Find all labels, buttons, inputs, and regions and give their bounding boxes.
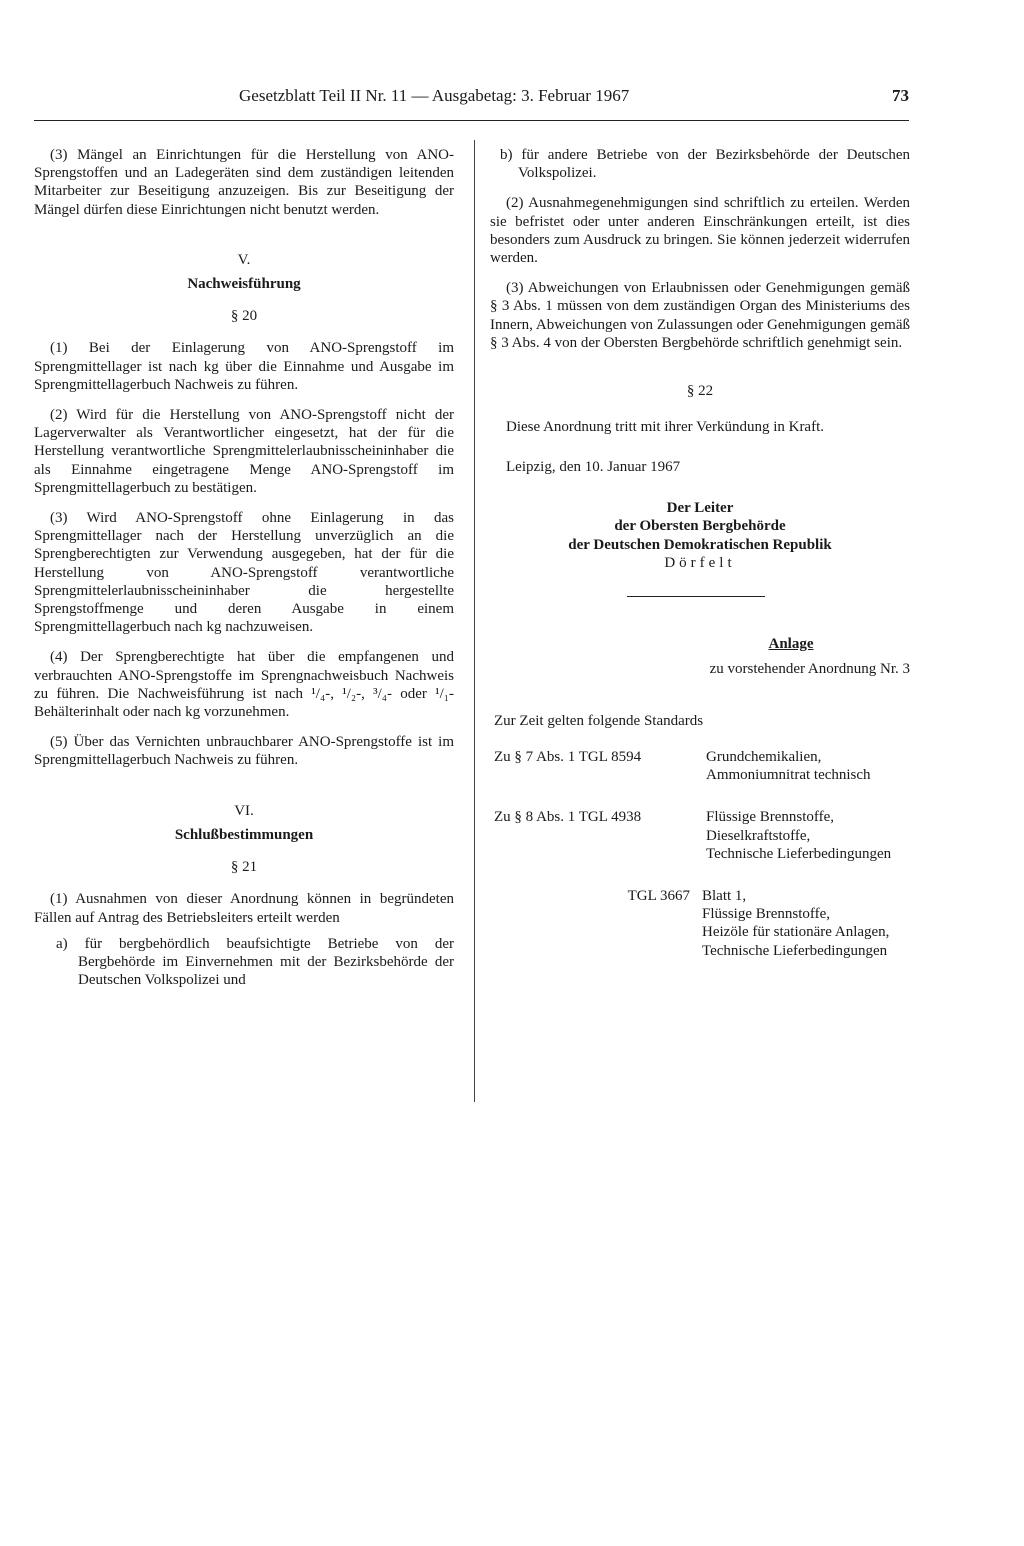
paragraph-21-1: (1) Ausnahmen von dieser Anordnung können in begründeten Fällen auf Antrag des Betriebsleiters erteilt werden (34, 891, 454, 926)
annex-title: Anlage (768, 636, 814, 653)
signature-line-1: Der Leiter (666, 499, 734, 516)
paragraph-20-2: (2) Wird für die Herstellung von ANO-Sprengstoff nicht der Lagerverwalter als Verantwortlicher eingesetzt, hat der für die Herstellung verantwortliche Sprengmittelerlaubnisscheininhaber die als Einnahme eingetragene Menge ANO-Sprengstoff im Sprengmittellagerbuch zu bestätigen. (34, 407, 454, 496)
standard-description: Flüssige Brennstoffe, Dieselkraftstoffe, Technische Lieferbedingungen (706, 809, 892, 862)
section-vi-number: VI. (234, 802, 254, 819)
signatory-name: Dörfelt (664, 555, 736, 572)
section-v-title: Nachweisführung (187, 276, 301, 293)
left-column (34, 146, 454, 989)
paragraph-20-4: (4) Der Sprengberechtigte hat über die empfangenen und verbrauchten ANO-Sprengstoffe im Sprengnachweisbuch Nachweis zu führen. Die Nachweisführung ist nach ¹/₄-, ¹/₂-, ³/₄- oder ¹/₁-Behälterinhalt oder nach kg vorzunehmen. (34, 649, 454, 721)
standard-row (490, 748, 910, 784)
standard-description: Blatt 1, Flüssige Brennstoffe, Heizöle für stationäre Anlagen, Technische Lieferbedingungen (702, 887, 890, 959)
paragraph-20-3: (3) Wird ANO-Sprengstoff ohne Einlagerung in das Sprengmittellager nach der Herstellung unverzüglich an die Sprengberechtigten zur Verwendung ausgegeben, hat der für die Herstellung von ANO-Sprengstoff verantwortliche Sprengmittelerlaubnisscheininhaber die hergestellte Sprengstoffmenge und deren Ausgabe in einem Sprengmittellagerbuch nach kg nachzuweisen. (34, 510, 454, 636)
paragraph-20-heading: § 20 (230, 308, 258, 325)
signature-block (490, 499, 910, 573)
separator-rule (627, 596, 765, 597)
page-number: 73 (892, 86, 909, 105)
standard-row (490, 887, 910, 960)
header-title: Gesetzblatt Teil II Nr. 11 — Ausgabetag: 3. Februar 1967 (239, 86, 630, 105)
section-vi-title: Schlußbestimmungen (174, 826, 314, 843)
paragraph-20-1: (1) Bei der Einlagerung von ANO-Sprengstoff im Sprengmittellager ist nach kg über die Einnahme und Ausgabe im Sprengmittellagerbuch Nachweis zu führen. (34, 340, 454, 393)
signature-line-3: der Deutschen Demokratischen Republik (568, 536, 832, 553)
standards-intro: Zur Zeit gelten folgende Standards (494, 712, 704, 729)
standard-reference: Zu § 8 Abs. 1 TGL 4938 (494, 809, 642, 826)
paragraph-19-3: (3) Mängel an Einrichtungen für die Herstellung von ANO-Sprengstoffen und an Ladegeräten sind dem zuständigen leitenden Mitarbeiter zur Beseitigung anzuzeigen. Bis zur Beseitigung der Mängel dürfen diese Einrichtungen nicht benutzt werden. (34, 147, 454, 218)
standard-reference: Zu § 7 Abs. 1 TGL 8594 (494, 748, 642, 765)
paragraph-21-item-a: a) für bergbehördlich beaufsichtigte Betriebe von der Bergbehörde im Einvernehmen mit der Bezirksbehörde der Deutschen Volkspolizei und (56, 935, 454, 989)
standards-list (490, 748, 910, 960)
paragraph-21-heading: § 21 (230, 859, 258, 876)
paragraph-22-text: Diese Anordnung tritt mit ihrer Verkündung in Kraft. (506, 419, 825, 436)
paragraph-21-2: (2) Ausnahmegenehmigungen sind schriftlich zu erteilen. Werden sie befristet oder unter anderen Einschränkungen erteilt, ist dies besonders zum Ausdruck zu bringen. Sie können jederzeit widerrufen werden. (490, 195, 910, 267)
annex-subtitle: zu vorstehender Anordnung Nr. 3 (709, 660, 910, 677)
standard-description: Grundchemikalien, Ammoniumnitrat technisch (706, 748, 871, 784)
standard-row (490, 808, 910, 863)
header-rule (34, 120, 909, 121)
paragraph-21-3: (3) Abweichungen von Erlaubnissen oder Genehmigungen gemäß § 3 Abs. 1 müssen von dem zuständigen Organ des Ministeriums des Innern, Abweichungen von Zulassungen oder Genehmigungen gemäß § 3 Abs. 4 von der Obersten Bergbehörde schriftlich genehmigt sein. (490, 280, 910, 351)
paragraph-22-heading: § 22 (686, 383, 714, 400)
section-v-number: V. (237, 251, 251, 268)
page-header (34, 86, 909, 112)
column-divider (474, 140, 475, 1102)
paragraph-20-5: (5) Über das Vernichten unbrauchbarer ANO-Sprengstoffe ist im Sprengmittellagerbuch Nachweis zu führen. (34, 734, 454, 769)
signature-line-2: der Obersten Bergbehörde (614, 518, 786, 535)
right-column (490, 146, 910, 960)
place-date: Leipzig, den 10. Januar 1967 (506, 459, 681, 476)
standard-reference: TGL 3667 (627, 887, 690, 904)
paragraph-21-item-b: b) für andere Betriebe von der Bezirksbehörde der Deutschen Volkspolizei. (500, 147, 910, 182)
